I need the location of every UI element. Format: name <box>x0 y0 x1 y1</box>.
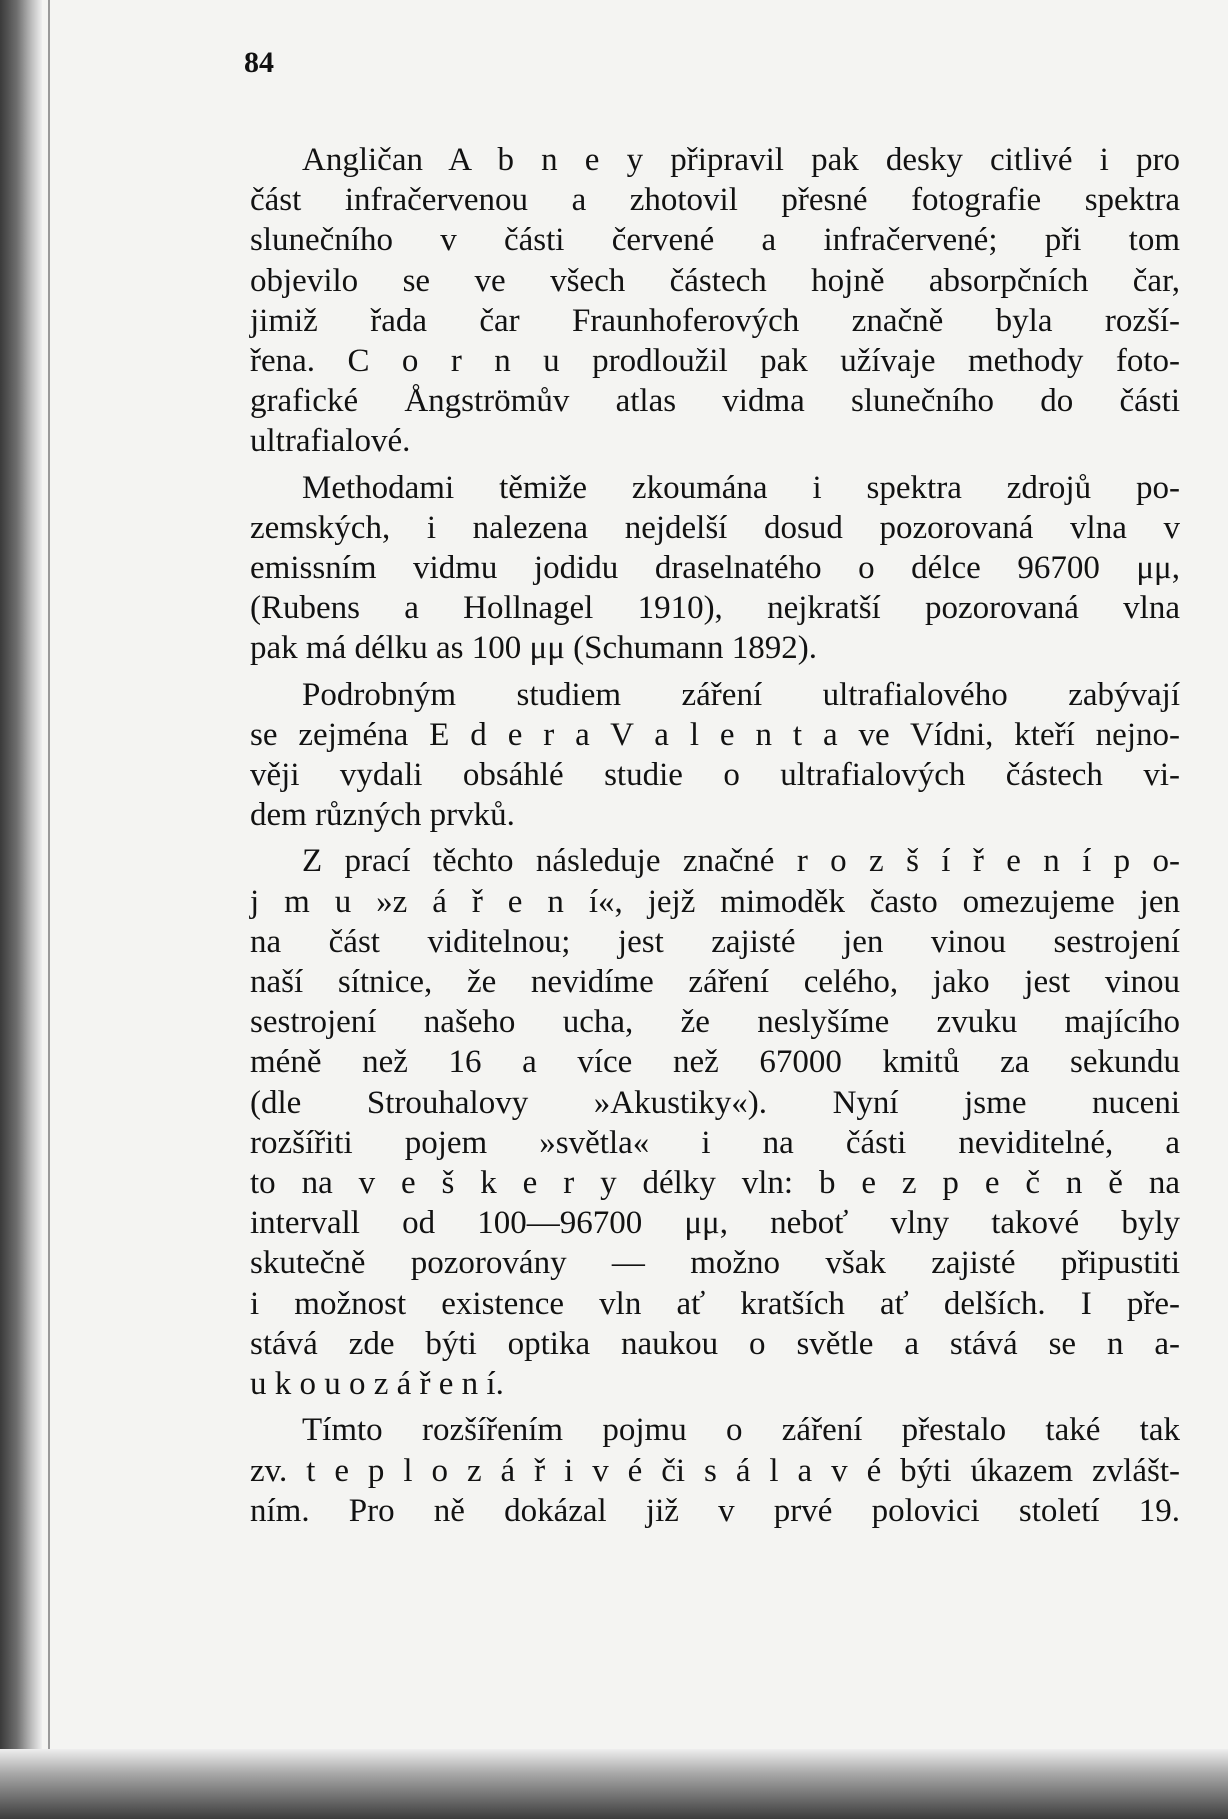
text-line: rozšířiti pojem »světla« i na části neviditelné, a <box>250 1124 1180 1161</box>
text-line: ním. Pro ně dokázal již v prvé polovici století 19. <box>250 1492 1180 1529</box>
text-line: intervall od 100—96700 μμ, neboť vlny takové byly <box>250 1205 1180 1242</box>
text-line: i možnost existence vln ať kratších ať delších. I pře- <box>250 1285 1180 1322</box>
text-line: dem různých prvků. <box>250 797 515 834</box>
text-line: méně než 16 a více než 67000 kmitů za sekundu <box>250 1044 1180 1081</box>
text-line: jimiž řada čar Fraunhoferových značně byla rozší- <box>250 302 1180 339</box>
text-line: naší sítnice, že nevidíme záření celého, jako jest vinou <box>250 964 1180 1001</box>
text-line: zv. t e p l o z á ř i v é či s á l a v é býti úkazem zvlášt- <box>250 1452 1180 1489</box>
text-line: část infračervenou a zhotovil přesné fotografie spektra <box>250 182 1180 219</box>
body-text <box>250 140 1180 1537</box>
text-line: řena. C o r n u prodloužil pak užívaje methody foto- <box>250 343 1180 380</box>
text-line: Methodami těmiže zkoumána i spektra zdrojů po- <box>302 469 1180 506</box>
text-line: slunečního v části červené a infračervené; při tom <box>250 222 1180 259</box>
paragraph <box>250 841 1180 1404</box>
text-line: věji vydali obsáhlé studie o ultrafialových částech vi- <box>250 757 1180 794</box>
text-line: (Rubens a Hollnagel 1910), nejkratší pozorovaná vlna <box>250 590 1180 627</box>
text-line: Angličan A b n e y připravil pak desky citlivé i pro <box>302 142 1180 178</box>
text-line: j m u »z á ř e n í«, jejž mimoděk často omezujeme jen <box>250 883 1180 920</box>
text-line: Tímto rozšířením pojmu o záření přestalo také tak <box>302 1412 1180 1449</box>
page-number: 84 <box>244 46 274 79</box>
text-line: emissním vidmu jodidu draselnatého o délce 96700 μμ, <box>250 550 1180 587</box>
text-line: pak má délku as 100 μμ (Schumann 1892). <box>250 630 817 667</box>
text-line: objevilo se ve všech částech hojně absorpčních čar, <box>250 262 1180 299</box>
text-line: skutečně pozorovány — možno však zajisté připustiti <box>250 1245 1180 1282</box>
text-line: (dle Strouhalovy »Akustiky«). Nyní jsme nuceni <box>250 1084 1180 1121</box>
paragraph <box>250 468 1180 669</box>
text-line: to na v e š k e r y délky vln: b e z p e č n ě na <box>250 1165 1180 1202</box>
text-line: grafické Ångströmův atlas vidma slunečního do části <box>250 383 1180 420</box>
text-line: sestrojení našeho ucha, že neslyšíme zvuku majícího <box>250 1004 1180 1041</box>
text-line: u k o u o z á ř e n í. <box>250 1366 504 1403</box>
text-line: na část viditelnou; jest zajisté jen vinou sestrojení <box>250 923 1180 960</box>
paragraph <box>250 675 1180 836</box>
paragraph <box>250 140 1180 462</box>
text-line: Z prací těchto následuje značné r o z š í ř e n í p o- <box>302 843 1180 880</box>
text-line: stává zde býti optika naukou o světle a stává se n a- <box>250 1325 1180 1362</box>
text-line: se zejména E d e r a V a l e n t a ve Vídni, kteří nejno- <box>250 716 1180 753</box>
page-binding-shadow <box>0 0 42 1819</box>
paragraph <box>250 1410 1180 1531</box>
page-bottom-shadow <box>0 1749 1228 1819</box>
text-line: zemských, i nalezena nejdelší dosud pozorovaná vlna v <box>250 509 1180 546</box>
text-line: ultrafialové. <box>250 423 411 460</box>
text-line: Podrobným studiem záření ultrafialového zabývají <box>302 676 1180 713</box>
